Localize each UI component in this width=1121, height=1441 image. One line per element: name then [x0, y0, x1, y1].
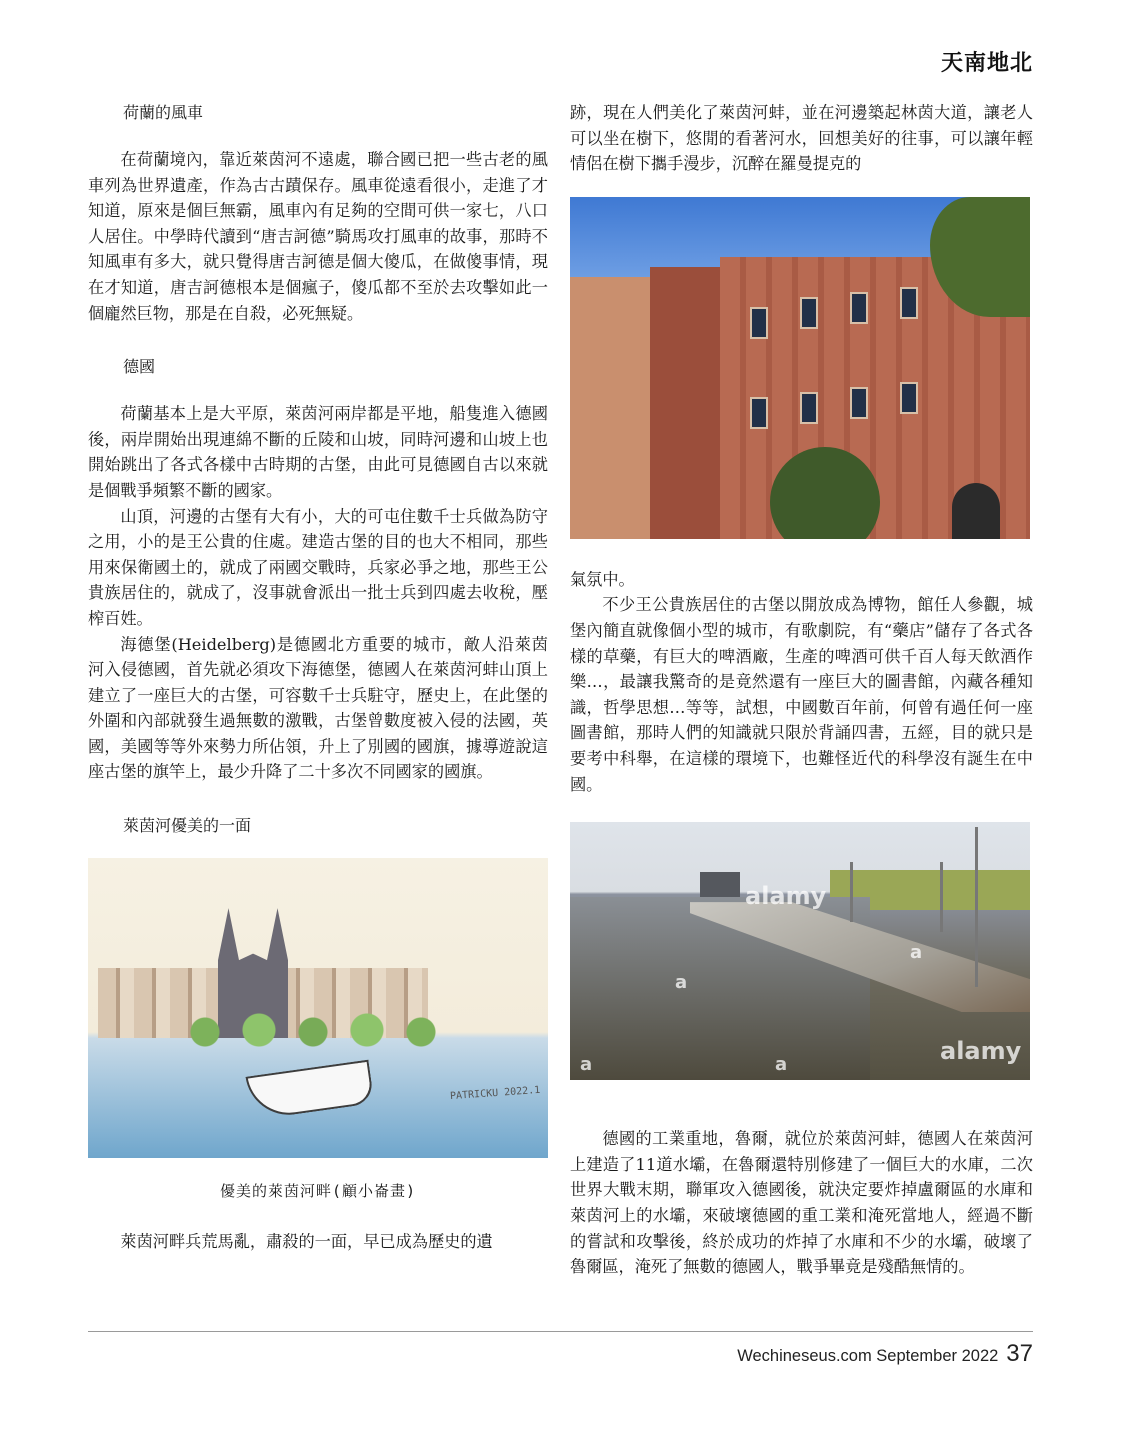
- castle-window: [750, 397, 768, 429]
- page-number: 37: [1006, 1340, 1033, 1367]
- lamp-pole: [940, 862, 943, 932]
- castle-tower: [650, 267, 720, 539]
- watermark-a: a: [910, 942, 923, 964]
- paragraph: 在荷蘭境內，靠近萊茵河不遠處，聯合國已把一些古老的風車列為世界遺產，作為古古蹟保存。風車從遠看很小，走進了才知道，原來是個巨無霸，風車內有足夠的空間可供一家七，八口人居住。中學時代讀到“唐吉訶德”騎馬攻打風車的故事，那時不知風車有多大，就只覺得唐吉訶德是個大傻瓜，在做傻事情，現在才知道，唐吉訶德根本是個瘋子，傻瓜都不至於去攻擊如此一個龐然巨物，那是在自殺，必死無疑。: [88, 150, 548, 323]
- castle-window: [900, 382, 918, 414]
- sketch-boat: [246, 1060, 375, 1121]
- watermark-alamy: alamy: [745, 882, 827, 911]
- watermark-alamy: alamy: [940, 1037, 1022, 1066]
- castle-window: [750, 307, 768, 339]
- paragraph: 萊茵河畔兵荒馬亂，肅殺的一面，早已成為歷史的遺: [120, 1232, 493, 1252]
- footer: [737, 1340, 1033, 1368]
- footer-divider: [88, 1331, 1033, 1332]
- paragraph: 不少王公貴族居住的古堡以開放成為博物，館任人參觀，城堡內簡直就像個小型的城市，有歌劇院，有“藥店”儲存了各式各樣的草藥，有巨大的啤酒廠，生產的啤酒可供千百人每天飲酒作樂…，最讓我驚奇的是竟然還有一座巨大的圖書館，內藏各種知識，哲學思想…等等，試想，中國數百年前，何曾有過任何一座圖書館，那時人們的知識就只限於背誦四書，五經，目的就只是要考中科舉，在這樣的環境下，也難怪近代的科學沒有誕生在中國。: [570, 595, 1033, 794]
- paragraph: 海德堡(Heidelberg)是德國北方重要的城市，敵人沿萊茵河入侵德國，首先就必須攻下海德堡，德國人在萊茵河蚌山頂上建立了一座巨大的古堡，可容數千士兵駐守，歷史上，在此堡的外圍和內部就發生過無數的激戰，古堡曾數度被入侵的法國，英國，美國等等外來勢力所佔領，升上了別國的國旗，據導遊說這座古堡的旗竿上，最少升降了二十多次不同國家的國旗。: [88, 634, 548, 782]
- section-title: 天南地北: [940, 50, 1033, 76]
- paragraph: 荷蘭基本上是大平原，萊茵河兩岸都是平地，船隻進入德國後，兩岸開始出現連綿不斷的丘陵和山坡，同時河邊和山坡上也開始跳出了各式各樣中古時期的古堡，由此可見德國自古以來就是個戰爭頻繁不斷的國家。: [88, 404, 548, 500]
- sketch-trees: [178, 1008, 448, 1048]
- left-column: [88, 100, 548, 1255]
- watermark-a: a: [580, 1054, 593, 1076]
- river-lock-photo: [570, 822, 1030, 1080]
- lamp-pole: [975, 827, 978, 987]
- heidelberg-castle-photo: [570, 197, 1030, 539]
- paragraph: 德國的工業重地，魯爾，就位於萊茵河蚌，德國人在萊茵河上建造了11道水壩，在魯爾還特別修建了一個巨大的水庫，二次世界大戰末期，聯軍攻入德國後，就決定要炸掉盧爾區的水庫和萊茵河上的水壩，來破壞德國的重工業和淹死當地人，經過不斷的嘗試和攻擊後，終於成功的炸掉了水庫和不少的水壩，破壞了魯爾區，淹死了無數的德國人，戰爭畢竟是殘酷無情的。: [570, 1129, 1033, 1277]
- paragraph: 氣氛中。: [570, 569, 635, 589]
- castle-window: [800, 392, 818, 424]
- castle-window: [850, 387, 868, 419]
- sketch-signature: PATRICKU 2022.1: [449, 1084, 541, 1103]
- image-caption: 優美的萊茵河畔(顧小崙畫): [219, 1182, 417, 1201]
- paragraph: 跡，現在人們美化了萊茵河蚌，並在河邊築起林茵大道，讓老人可以坐在樹下，悠閒的看著河水，回想美好的往事，可以讓年輕情侶在樹下攜手漫步，沉醉在羅曼提克的: [570, 103, 1033, 174]
- watermark-a: a: [675, 972, 688, 994]
- castle-left-wing: [570, 277, 655, 539]
- heading-germany: 德國: [123, 357, 156, 377]
- castle-window: [900, 287, 918, 319]
- heading-rhine-beauty: 萊茵河優美的一面: [123, 816, 252, 836]
- castle-window: [800, 297, 818, 329]
- paragraph: 山頂，河邊的古堡有大有小，大的可屯住數千士兵做為防守之用，小的是王公貴的住處。建造古堡的目的也大不相同，那些用來保衛國土的，就成了兩國交戰時，兵家必爭之地，那些王公貴族居住的，就成了，沒事就會派出一批士兵到四處去收稅，壓榨百姓。: [88, 506, 548, 628]
- heading-windmills: 荷蘭的風車: [123, 103, 204, 122]
- castle-window: [850, 292, 868, 324]
- rhine-sketch-illustration: [88, 858, 548, 1158]
- footer-site-date: Wechineseus.com September 2022: [737, 1347, 999, 1365]
- watermark-a: a: [775, 1054, 788, 1076]
- castle-door: [952, 483, 1000, 539]
- lamp-pole: [850, 862, 853, 922]
- right-column: [570, 100, 1033, 1280]
